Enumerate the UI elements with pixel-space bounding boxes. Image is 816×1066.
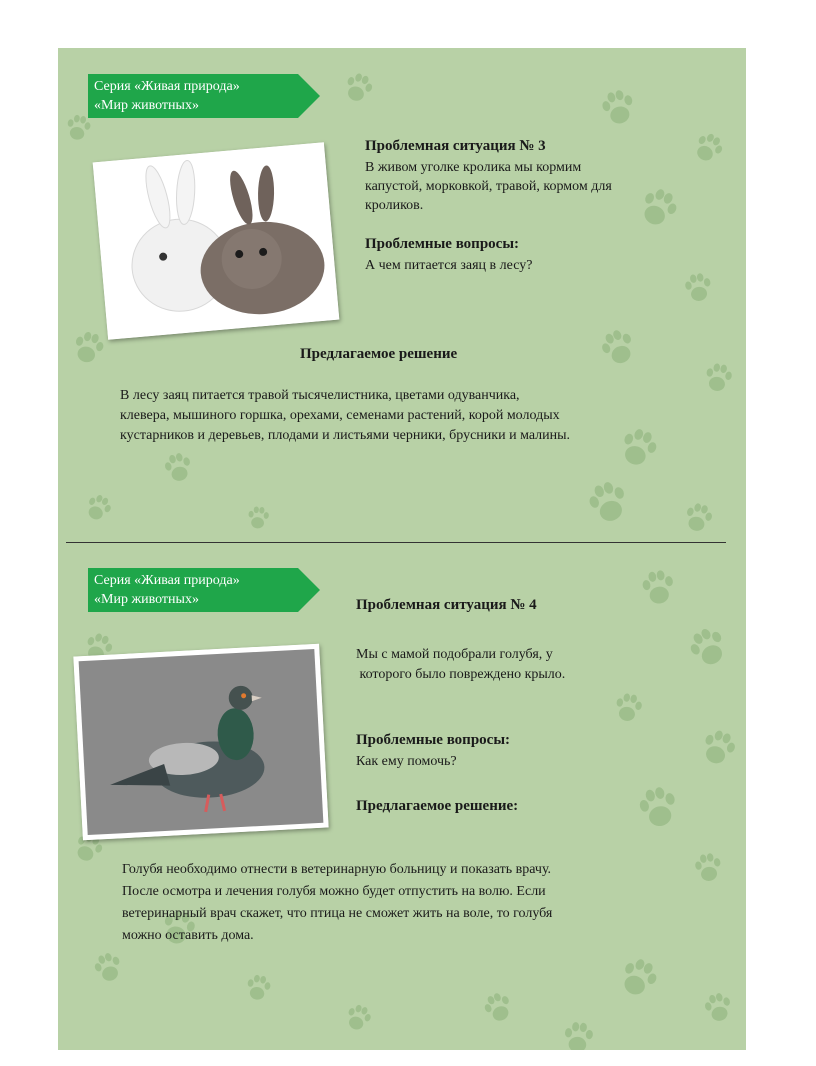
section-divider <box>66 542 726 543</box>
solution-line-3: ветеринарный врач скажет, что птица не сможет жить на воле, то голубя <box>122 906 553 921</box>
pigeon-image <box>73 644 328 841</box>
solution-line-1: В лесу заяц питается травой тысячелистника, цветами одуванчика, <box>120 388 520 403</box>
solution-line-1: Голубя необходимо отнести в ветеринарную больницу и показать врачу. <box>122 862 552 877</box>
banner-line1: Серия «Живая природа» <box>94 79 240 94</box>
questions-title: Проблемные вопросы: <box>356 732 511 748</box>
situation-title: Проблемная ситуация № 4 <box>356 597 537 613</box>
question-text: А чем питается заяц в лесу? <box>365 258 533 273</box>
rabbits-photo <box>93 142 340 340</box>
solution-title: Предлагаемое решение <box>300 346 458 362</box>
banner-line1: Серия «Живая природа» <box>94 573 240 588</box>
question-text: Как ему помочь? <box>356 754 457 769</box>
solution-line-4: можно оставить дома. <box>122 928 254 943</box>
banner-line2: «Мир животных» <box>94 592 199 607</box>
series-banner <box>88 74 320 118</box>
pigeon-photo <box>73 644 328 841</box>
situation-line-3: кроликов. <box>365 198 424 213</box>
solution-line-2: клевера, мышиного горшка, орехами, семенами растений, корой молодых <box>120 408 560 423</box>
situation-line-1: Мы с мамой подобрали голубя, у <box>356 647 553 662</box>
situation-line-1: В живом уголке кролика мы кормим <box>365 160 582 175</box>
situation-line-2: капустой, морковкой, травой, кормом для <box>365 179 612 194</box>
questions-title: Проблемные вопросы: <box>365 236 520 252</box>
banner-line2: «Мир животных» <box>94 98 199 113</box>
page <box>58 48 746 1050</box>
situation-line-2: которого было повреждено крыло. <box>356 667 566 682</box>
solution-line-3: кустарников и деревьев, плодами и листьями черники, брусники и малины. <box>120 428 571 443</box>
situation-title: Проблемная ситуация № 3 <box>365 138 546 154</box>
series-banner <box>88 568 320 612</box>
solution-title: Предлагаемое решение: <box>356 798 519 814</box>
solution-line-2: После осмотра и лечения голубя можно будет отпустить на волю. Если <box>122 884 546 899</box>
rabbits-image <box>93 142 340 340</box>
